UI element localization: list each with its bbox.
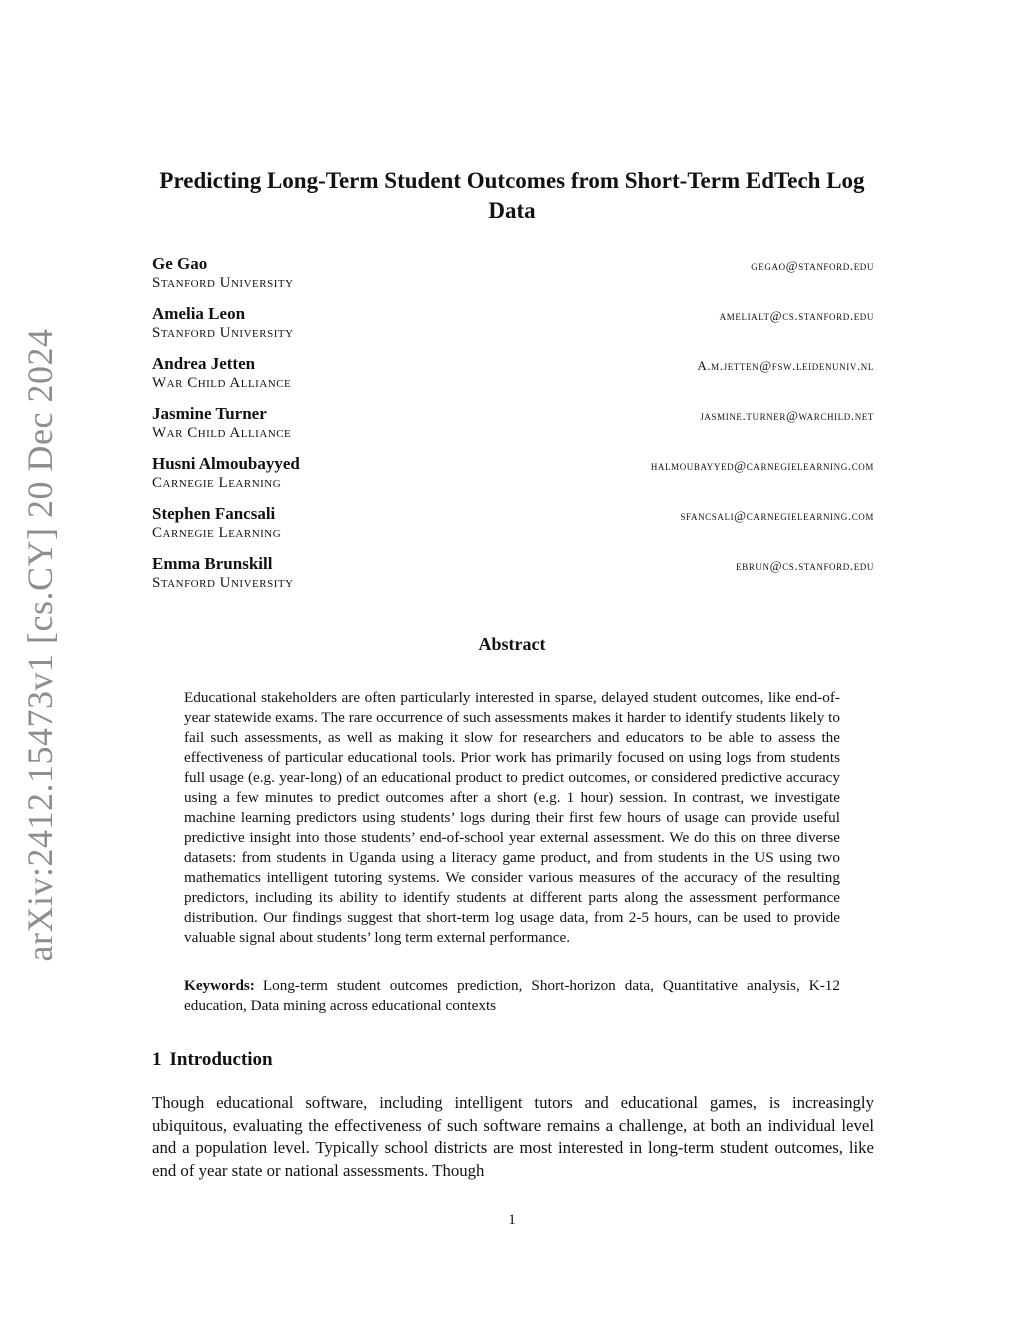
keywords-label: Keywords: [184,977,255,994]
author-name: Jasmine Turner [152,404,267,423]
author-entry [152,504,874,554]
author-email[interactable]: sfancsali@carnegielearning.com [680,508,874,523]
section-title: Introduction [169,1049,273,1070]
page-number: 1 [508,1212,516,1228]
author-affiliation: Carnegie Learning [152,475,282,491]
author-email[interactable]: A.m.jetten@fsw.leidenuniv.nl [697,358,874,373]
author-affiliation: War Child Alliance [152,375,292,391]
author-entry [152,254,874,304]
author-name: Emma Brunskill [152,554,273,573]
author-name: Ge Gao [152,254,208,273]
author-affiliation: Carnegie Learning [152,525,282,541]
keywords [184,976,840,1016]
paper-title: Predicting Long-Term Student Outcomes from Short-Term EdTech Log Data [159,168,865,223]
author-affiliation: War Child Alliance [152,425,292,441]
section-heading [152,1049,273,1071]
author-email[interactable]: halmoubayyed@carnegielearning.com [650,458,874,473]
author-email[interactable]: ebrun@cs.stanford.edu [736,558,874,573]
author-name: Husni Almoubayyed [152,454,300,473]
author-email[interactable]: amelialt@cs.stanford.edu [719,308,874,323]
abstract-heading: Abstract [478,634,546,654]
author-entry [152,304,874,354]
author-entry [152,554,874,604]
keywords-text: Long-term student outcomes prediction, Short-horizon data, Quantitative analysis, K-12 education, Data mining across educational contexts [184,977,840,1014]
author-entry [152,404,874,454]
section-number: 1 [152,1049,162,1070]
author-entry [152,454,874,504]
author-name: Amelia Leon [152,304,246,323]
abstract-body: Educational stakeholders are often particularly interested in sparse, delayed student outcomes, like end-of-year statewide exams. The rare occurrence of such assessments makes it harder to identify students likely to fail such assessments, as well as making it slow for researchers and educators to be able to assess the effectiveness of particular educational tools. Prior work has primarily focused on using logs from students full usage (e.g. year-long) of an educational product to predict outcomes, or considered predictive accuracy using a few minutes to predict outcomes after a short (e.g. 1 hour) session. In contrast, we investigate machine learning predictors using students’ logs during their first few hours of usage can provide useful predictive insight into those students’ end-of-school year external assessment. We do this on three diverse datasets: from students in Uganda using a literacy game product, and from students in the US using two mathematics intelligent tutoring systems. We consider various measures of the accuracy of the resulting predictors, including its ability to identify students at different parts along the assessment performance distribution. Our findings suggest that short-term log usage data, from 2-5 hours, can be used to provide valuable signal about students’ long term external performance. [184,689,840,946]
author-name: Andrea Jetten [152,354,256,373]
author-list [152,254,874,604]
author-affiliation: Stanford University [152,275,294,291]
introduction-body: Though educational software, including intelligent tutors and educational games, is increasingly ubiquitous, evaluating the effectiveness of such software remains a challenge, at both an individual level and a population level. Typically school districts are most interested in long-term student outcomes, like end of year state or national assessments. Though [152,1093,874,1180]
author-email[interactable]: jasmine.turner@warchild.net [700,408,874,423]
author-entry [152,354,874,404]
author-affiliation: Stanford University [152,575,294,591]
arxiv-stamp[interactable]: arXiv:2412.15473v1 [cs.CY] 20 Dec 2024 [20,328,60,962]
author-email[interactable]: gegao@stanford.edu [751,258,874,273]
author-affiliation: Stanford University [152,325,294,341]
author-name: Stephen Fancsali [152,504,276,523]
